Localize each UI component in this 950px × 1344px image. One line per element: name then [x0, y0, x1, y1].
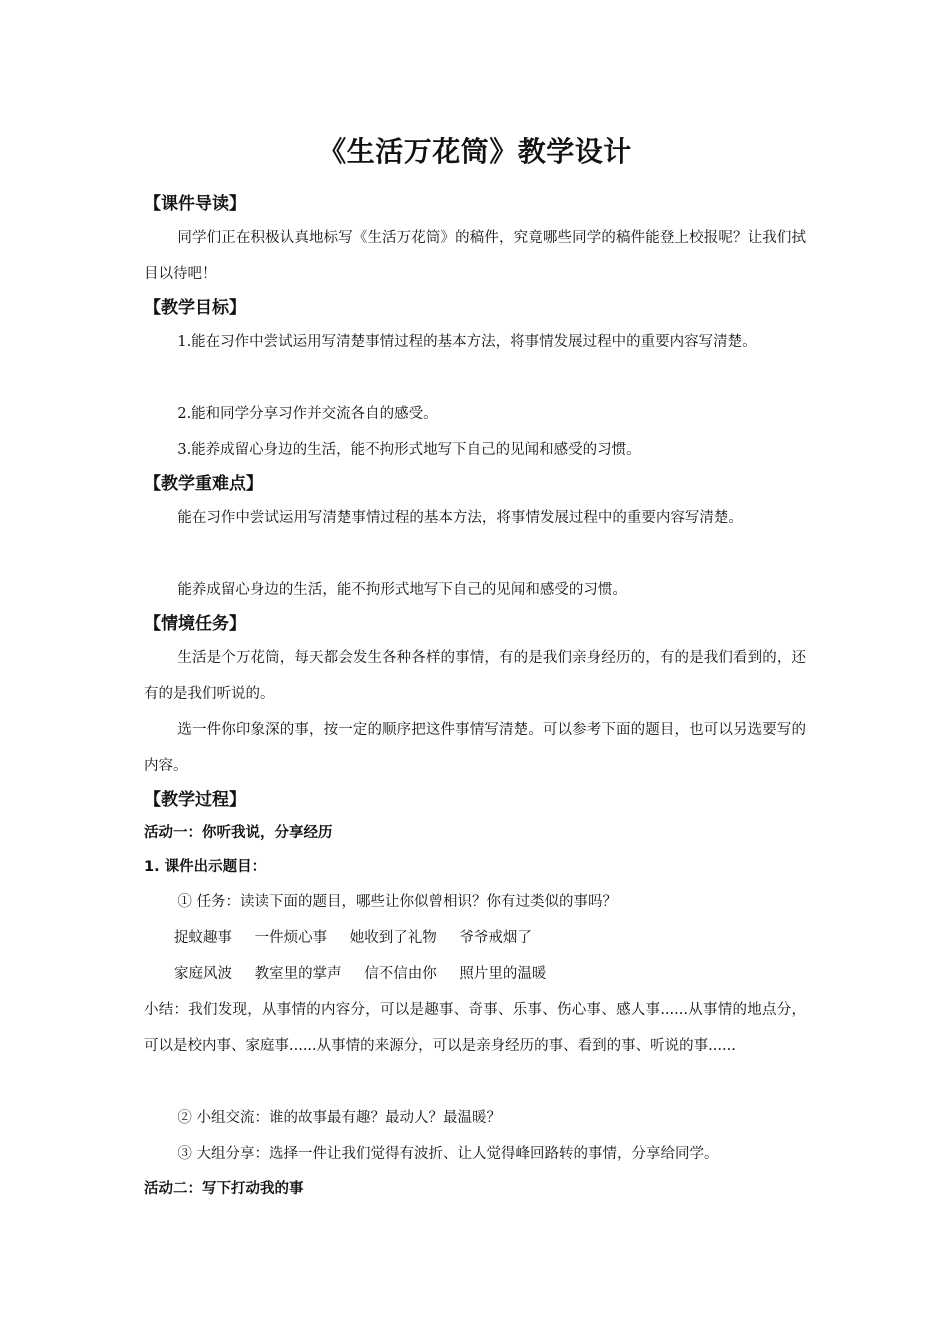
section-heading-keypoints: 【教学重难点】 [144, 474, 263, 494]
topic-item: 一件烦心事 [254, 930, 328, 946]
document-title: 《生活万花筒》教学设计 [318, 135, 632, 168]
topic-item: 照片里的温暖 [459, 966, 547, 982]
topic-item: 爷爷戒烟了 [459, 930, 532, 946]
task-paragraph: 生活是个万花筒，每天都会发生各种各样的事情，有的是我们亲身经历的，有的是我们看到的，还有的是我们听说的。 [144, 650, 806, 702]
section-heading-task: 【情境任务】 [144, 614, 246, 634]
topic-row [144, 920, 806, 956]
task-three-instruction: ③ 大组分享：选择一件让我们觉得有波折、让人觉得峰回路转的事情，分享给同学。 [177, 1146, 719, 1162]
step-one-heading: 1. 课件出示题目： [144, 859, 267, 875]
document-body [144, 188, 806, 1206]
topic-item: 家庭风波 [174, 966, 232, 982]
section-heading-intro: 【课件导读】 [144, 194, 246, 214]
goal-item: 2.能和同学分享习作并交流各自的感受。 [177, 406, 438, 422]
topic-item: 信不信由你 [364, 966, 437, 982]
topic-item: 她收到了礼物 [349, 930, 437, 946]
intro-paragraph: 同学们正在积极认真地标写《生活万花筒》的稿件，究竟哪些同学的稿件能登上校报呢？让我们拭目以待吧！ [144, 230, 806, 282]
section-heading-process: 【教学过程】 [144, 790, 246, 810]
task-one-instruction: ① 任务：读读下面的题目，哪些让你似曾相识？你有过类似的事吗？ [177, 894, 617, 910]
topic-item: 捉蚊趣事 [174, 930, 232, 946]
keypoint-item: 能在习作中尝试运用写清楚事情过程的基本方法，将事情发展过程中的重要内容写清楚。 [177, 510, 743, 526]
activity-two-heading: 活动二：写下打动我的事 [144, 1181, 304, 1197]
goal-item: 1.能在习作中尝试运用写清楚事情过程的基本方法，将事情发展过程中的重要内容写清楚。 [177, 334, 757, 350]
task-paragraph: 选一件你印象深的事，按一定的顺序把这件事情写清楚。可以参考下面的题目，也可以另选要写的内容。 [144, 722, 806, 774]
task-two-instruction: ② 小组交流：谁的故事最有趣？最动人？最温暖？ [177, 1110, 501, 1126]
goal-item: 3.能养成留心身边的生活，能不拘形式地写下自己的见闻和感受的习惯。 [177, 442, 641, 458]
section-heading-goals: 【教学目标】 [144, 298, 246, 318]
topic-item: 教室里的掌声 [254, 966, 342, 982]
summary-paragraph: 小结：我们发现，从事情的内容分，可以是趣事、奇事、乐事、伤心事、感人事......从事情的地点分，可以是校内事、家庭事......从事情的来源分，可以是亲身经历的事、看到的事、听说的事...... [144, 1002, 806, 1054]
keypoint-item: 能养成留心身边的生活，能不拘形式地写下自己的见闻和感受的习惯。 [177, 582, 627, 598]
activity-one-heading: 活动一：你听我说，分享经历 [144, 825, 333, 841]
topic-row [144, 956, 806, 992]
